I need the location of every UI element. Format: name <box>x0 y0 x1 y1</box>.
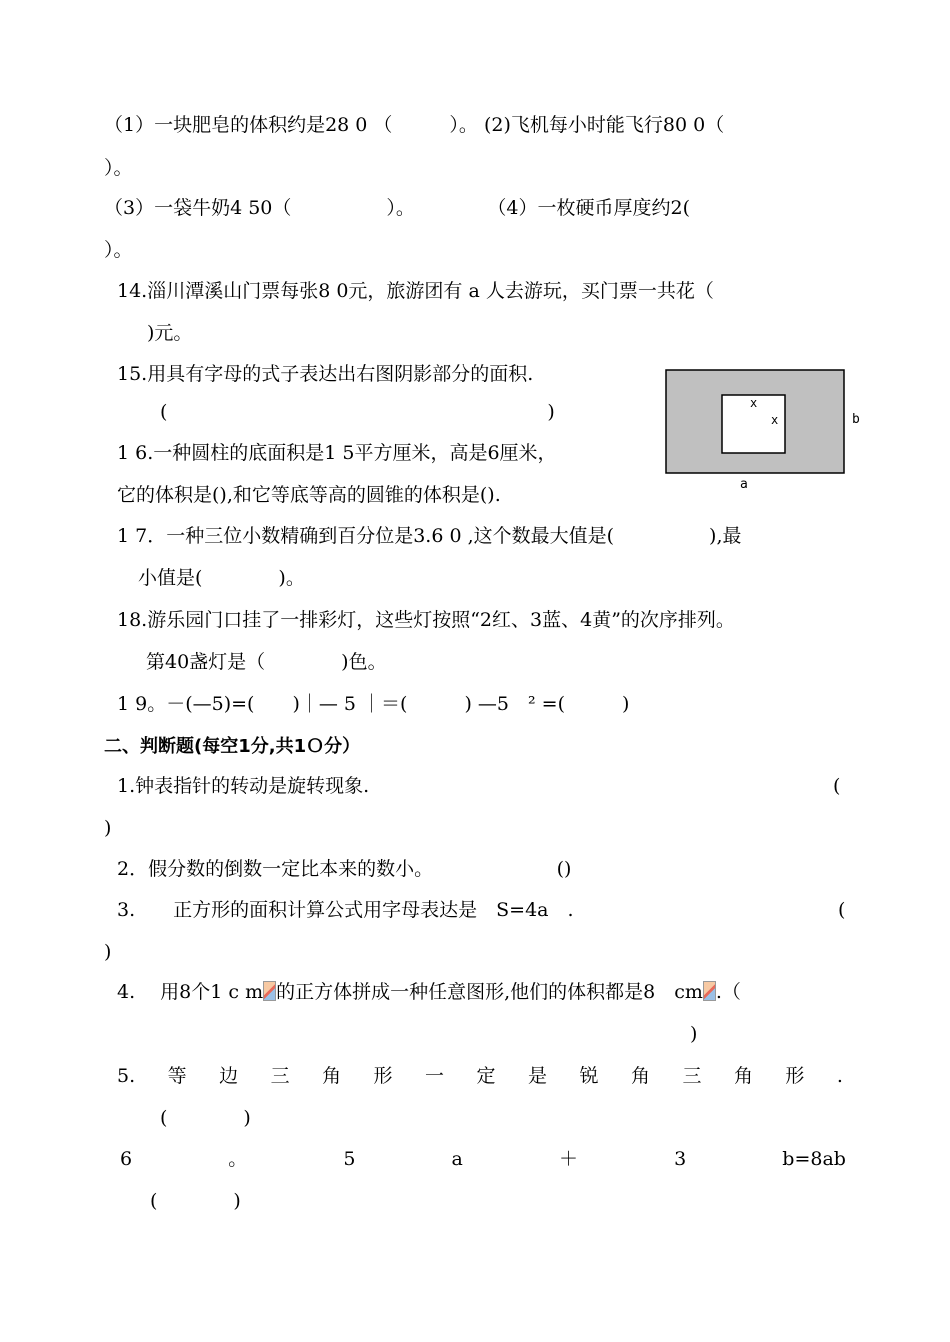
judge-5-char: 角 <box>733 1065 753 1087</box>
question-15: 15.用具有字母的式子表达出右图阴影部分的面积. <box>117 363 534 385</box>
judge-6-blank: ( ) <box>150 1190 241 1212</box>
judge-5-char: 是 <box>528 1065 548 1087</box>
judge-1: 1.钟表指针的转动是旋转现象. <box>117 775 370 797</box>
question-17-cont: 小值是( )。 <box>138 567 305 589</box>
judge-5-char: 边 <box>219 1065 239 1087</box>
question-14: 14.淄川潭溪山门票每张8 0元，旅游团有 a 人去游玩，买门票一共花（ <box>117 280 714 302</box>
judge-5 <box>117 1064 843 1088</box>
side-label-a: a <box>740 477 748 492</box>
question-16-cont: 它的体积是(),和它等底等高的圆锥的体积是(). <box>117 484 501 506</box>
question-line-4: ）。 <box>104 239 133 261</box>
judge-6-part: b=8ab <box>782 1148 846 1170</box>
judge-5-char: 角 <box>630 1065 650 1087</box>
judge-6-part: 6 <box>120 1148 133 1170</box>
judge-5-char: 5. <box>117 1065 136 1087</box>
judge-4-part-3: .（ <box>715 981 741 1003</box>
judge-3-paren-open: ( <box>838 899 846 921</box>
judge-3-paren-close: ) <box>104 941 112 963</box>
judge-2: 2．假分数的倒数一定比本来的数小。 () <box>117 858 572 880</box>
judge-1-paren-open: ( <box>833 775 841 797</box>
judge-5-char: 形 <box>785 1065 805 1087</box>
judge-5-char: 一 <box>425 1065 445 1087</box>
judge-4 <box>117 980 741 1004</box>
superscript-image-icon <box>703 981 716 1001</box>
section-2-heading: 二、判断题(每空1分,共1Ｏ分） <box>104 736 361 757</box>
side-label-x-top: x <box>750 396 758 410</box>
superscript-image-icon <box>263 981 276 1001</box>
judge-6-part: 5 <box>343 1148 356 1170</box>
judge-4-part-2: 的正方体拼成一种任意图形,他们的体积都是8 cm <box>276 981 703 1003</box>
side-label-x-right: x <box>771 413 779 427</box>
question-18-cont: 第40盏灯是（ )色。 <box>146 651 387 673</box>
judge-1-paren-close: ) <box>104 817 112 839</box>
side-label-b: b <box>852 412 860 427</box>
judge-6-part: a <box>451 1148 463 1170</box>
judge-6 <box>120 1147 846 1171</box>
judge-5-char: 形 <box>373 1065 393 1087</box>
question-17: 1 7．一种三位小数精确到百分位是3.6 0 ,这个数最大值是( ),最 <box>117 525 742 547</box>
question-line-2: ）。 <box>104 157 133 179</box>
judge-5-char: 角 <box>322 1065 342 1087</box>
judge-6-part: ＋ <box>558 1148 578 1170</box>
judge-5-char: 等 <box>167 1065 187 1087</box>
question-line-3: （3）一袋牛奶4 50（ ）。 （4）一枚硬币厚度约2( <box>104 197 691 219</box>
judge-5-char: 三 <box>682 1065 702 1087</box>
judge-4-part-1: 4. 用8个1 c m <box>117 981 264 1003</box>
question-line-1: （1）一块肥皂的体积约是28 0 （ ）。 (2)飞机每小时能飞行80 0（ <box>104 114 725 136</box>
question-18: 18.游乐园门口挂了一排彩灯，这些灯按照“2红、3蓝、4黄”的次序排列。 <box>117 609 735 631</box>
judge-5-char: . <box>836 1065 843 1087</box>
judge-4-paren-close: ) <box>690 1023 698 1045</box>
judge-6-part: 3 <box>674 1148 687 1170</box>
judge-6-part: 。 <box>228 1148 248 1170</box>
shaded-area-figure <box>660 362 870 492</box>
question-19: 1 9。－(—5)=( )｜— 5 ｜＝( ) —5 ² =( ) <box>117 693 630 715</box>
judge-5-char: 定 <box>476 1065 496 1087</box>
question-14-cont: )元。 <box>147 322 193 344</box>
question-16: 1 6.一种圆柱的底面积是1 5平方厘米，高是6厘米， <box>117 442 557 464</box>
judge-5-blank: ( ) <box>160 1107 251 1129</box>
question-15-blank: ( ) <box>160 401 555 423</box>
judge-5-char: 锐 <box>579 1065 599 1087</box>
judge-5-char: 三 <box>270 1065 290 1087</box>
judge-3: 3. 正方形的面积计算公式用字母表达是 S=4a . <box>117 899 574 921</box>
